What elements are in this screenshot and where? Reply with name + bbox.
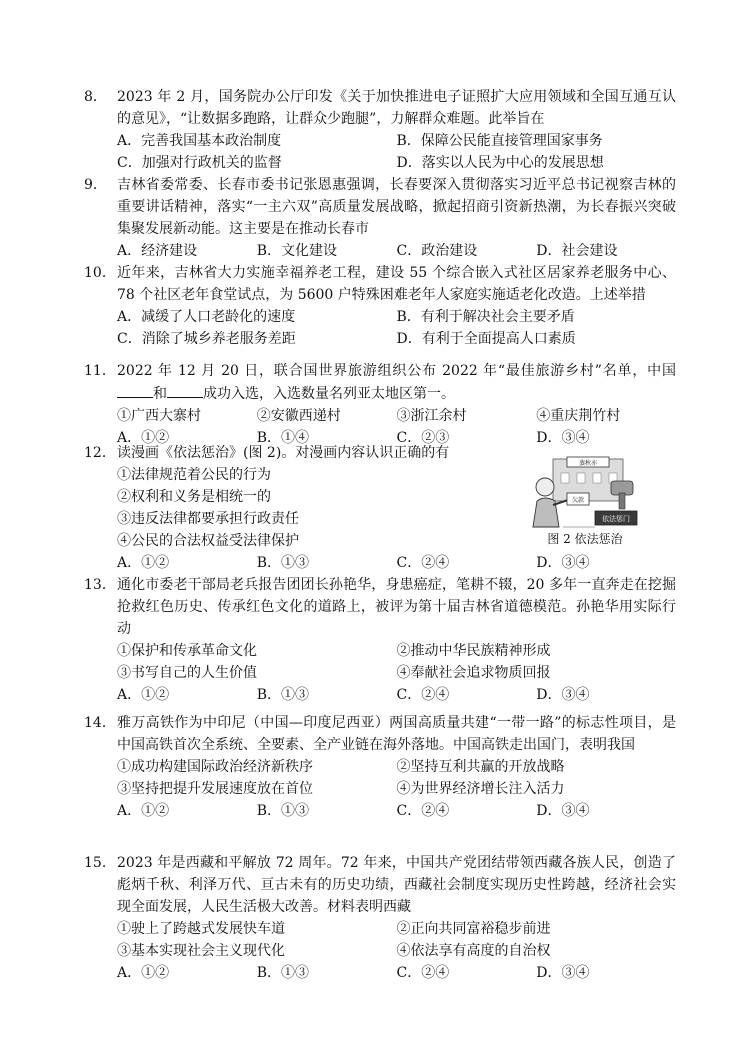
item-2: ②正向共同富裕稳步前进 <box>396 921 551 937</box>
item-4: ④奉献社会追求物质回报 <box>396 665 551 681</box>
question-14 <box>84 712 676 822</box>
item-row <box>117 486 512 508</box>
option-row <box>117 306 676 328</box>
item-3: ③基本实现社会主义现代化 <box>117 943 285 959</box>
question-number: 8． <box>84 89 107 105</box>
item-row <box>117 918 676 940</box>
option-d: D．社会建设 <box>536 243 618 259</box>
option-d: D．③④ <box>536 965 590 981</box>
item-3: ③坚持把提升发展速度放在首位 <box>117 781 313 797</box>
item-1: ①法律规范着公民的行为 <box>117 467 271 483</box>
question-stem: 吉林省委常委、长春市委书记张恩惠强调，长春要深入贯彻落实习近平总书记视察吉林的重要讲话精神，落实“一主六双”高质量发展战略，掀起招商引资新热潮，为长春振兴突破集聚发展新动能。这主要是在推动长春市 <box>117 177 676 237</box>
question-number: 13． <box>84 577 116 593</box>
card-text: 欠款 <box>571 497 585 504</box>
option-b: B．①③ <box>256 555 310 571</box>
option-d: D．③④ <box>536 803 590 819</box>
question-11 <box>84 360 676 449</box>
option-d: D．有利于全面提高人口素质 <box>396 331 576 347</box>
option-a: A．①② <box>117 803 170 819</box>
option-d: D．③④ <box>536 430 590 446</box>
question-stem: 2023 年是西藏和平解放 72 周年。72 年来，中国共产党团结带领西藏各族人民，创造了彪炳千秋、利泽万代、亘古未有的历史功绩，西藏社会制度实现历史性跨越，经济社会实现全面发展，人民生活极大改善。材料表明西藏 <box>117 855 676 915</box>
option-c: C．②③ <box>396 430 450 446</box>
question-number: 9． <box>84 177 107 193</box>
option-b: B．有利于解决社会主要矛盾 <box>396 309 575 325</box>
question-stem: 雅万高铁作为中印尼（中国—印度尼西亚）两国高质量共建“一带一路”的标志性项目，是中国高铁首次全系统、全要素、全产业链在海外落地。中国高铁走出国门，表明我国 <box>117 715 676 753</box>
option-d: D．③④ <box>536 687 590 703</box>
option-a: A．减缓了人口老龄化的速度 <box>117 309 296 325</box>
option-row <box>117 552 676 574</box>
item-2: ②权利和义务是相统一的 <box>117 489 271 505</box>
item-row <box>117 405 676 427</box>
option-b: B．①④ <box>256 430 310 446</box>
question-number: 14． <box>84 715 116 731</box>
option-c: C．消除了城乡养老服务差距 <box>117 331 296 347</box>
option-a: A．①② <box>117 965 170 981</box>
option-d: D．③④ <box>536 555 590 571</box>
option-b: B．①③ <box>256 687 310 703</box>
question-stem: 近年来，吉林省大力实施幸福养老工程，建设 55 个综合嵌入式社区居家养老服务中心、78 个社区老年食堂试点，为 5600 户特殊困难老年人家庭实施适老化改造。上述举措 <box>117 265 676 303</box>
item-2: ②坚持互利共赢的开放战略 <box>396 759 565 775</box>
option-a: A．①② <box>117 430 170 446</box>
question-15 <box>84 852 676 984</box>
item-3: ③浙江余村 <box>396 408 467 424</box>
option-row <box>117 328 676 350</box>
option-row <box>117 152 676 174</box>
item-2: ②安徽西递村 <box>256 408 341 424</box>
option-c: C．②④ <box>396 555 450 571</box>
item-3: ③书写自己的人生价值 <box>117 665 257 681</box>
item-1: ①驶上了跨越式发展快车道 <box>117 921 285 937</box>
item-4: ④公民的合法权益受法律保护 <box>117 533 299 549</box>
option-a: A．①② <box>117 687 170 703</box>
item-4: ④重庆荆竹村 <box>536 408 621 424</box>
item-1: ①广西大寨村 <box>117 408 201 424</box>
stem-part-1: 2022 年 12 月 20 日，联合国世界旅游组织公布 2022 年“最佳旅游乡村”名单，中国 <box>117 363 676 379</box>
option-a: A．①② <box>117 555 170 571</box>
figure-caption: 图 2 依法惩治 <box>547 532 623 546</box>
option-a: A．经济建设 <box>117 243 198 259</box>
item-2: ②推动中华民族精神形成 <box>396 643 551 659</box>
board-text: 依法惩门 <box>602 515 630 523</box>
item-3: ③违反法律都要承担行政责任 <box>117 511 299 527</box>
question-8 <box>84 86 676 174</box>
item-4: ④依法享有高度的自治权 <box>396 943 551 959</box>
question-number: 10． <box>84 265 116 281</box>
sign-text: 蒸秋亦 <box>578 460 598 467</box>
question-stem: 2023 年 2 月，国务院办公厅印发《关于加快推进电子证照扩大应用领域和全国互通互认的意见》，“让数据多跑路，让群众少跑腿”，力解群众难题。此举旨在 <box>117 89 676 127</box>
item-row <box>117 756 676 778</box>
option-row <box>117 962 676 984</box>
item-4: ④为世界经济增长注入活力 <box>396 781 565 797</box>
option-b: B．文化建设 <box>256 243 338 259</box>
cartoon-illustration <box>523 455 641 531</box>
item-row <box>117 508 512 530</box>
option-c: C．政治建设 <box>396 243 478 259</box>
option-a: A．完善我国基本政治制度 <box>117 133 282 149</box>
item-row <box>117 778 676 800</box>
option-b: B．保障公民能直接管理国家事务 <box>396 133 603 149</box>
option-c: C．②④ <box>396 965 450 981</box>
item-1: ①保护和传承革命文化 <box>117 643 257 659</box>
answer-blank <box>167 382 203 398</box>
question-number: 15． <box>84 855 116 871</box>
item-row <box>117 662 676 684</box>
option-b: B．①③ <box>256 803 310 819</box>
question-stem: 读漫画《依法惩治》(图 2)。对漫画内容认识正确的有 <box>117 445 450 461</box>
question-13 <box>84 574 676 706</box>
question-stem <box>117 360 676 405</box>
item-row <box>117 464 512 486</box>
option-c: C．②④ <box>396 687 450 703</box>
answer-blank <box>117 382 153 398</box>
question-stem: 通化市委老干部局老兵报告团团长孙艳华，身患癌症，笔耕不辍，20 多年一直奔走在挖掘抢救红色历史、传承红色文化的道路上，被评为第十届吉林省道德模范。孙艳华用实际行动 <box>117 577 676 637</box>
stem-part-3: 成功入选，入选数量名列亚太地区第一。 <box>203 386 455 402</box>
question-10 <box>84 262 676 350</box>
option-row <box>117 130 676 152</box>
question-number: 11． <box>84 363 116 379</box>
question-9 <box>84 174 676 262</box>
question-12-options <box>84 552 676 574</box>
item-row <box>117 530 512 552</box>
option-row <box>117 800 676 822</box>
item-row <box>117 640 676 662</box>
option-row <box>117 684 676 706</box>
option-c: C．加强对行政机关的监督 <box>117 155 282 171</box>
option-c: C．②④ <box>396 803 450 819</box>
stem-part-2: 和 <box>153 386 167 402</box>
option-row <box>117 240 676 262</box>
option-d: D．落实以人民为中心的发展思想 <box>396 155 604 171</box>
question-number: 12． <box>84 445 116 461</box>
item-row <box>117 940 676 962</box>
option-b: B．①③ <box>256 965 310 981</box>
item-1: ①成功构建国际政治经济新秩序 <box>117 759 313 775</box>
